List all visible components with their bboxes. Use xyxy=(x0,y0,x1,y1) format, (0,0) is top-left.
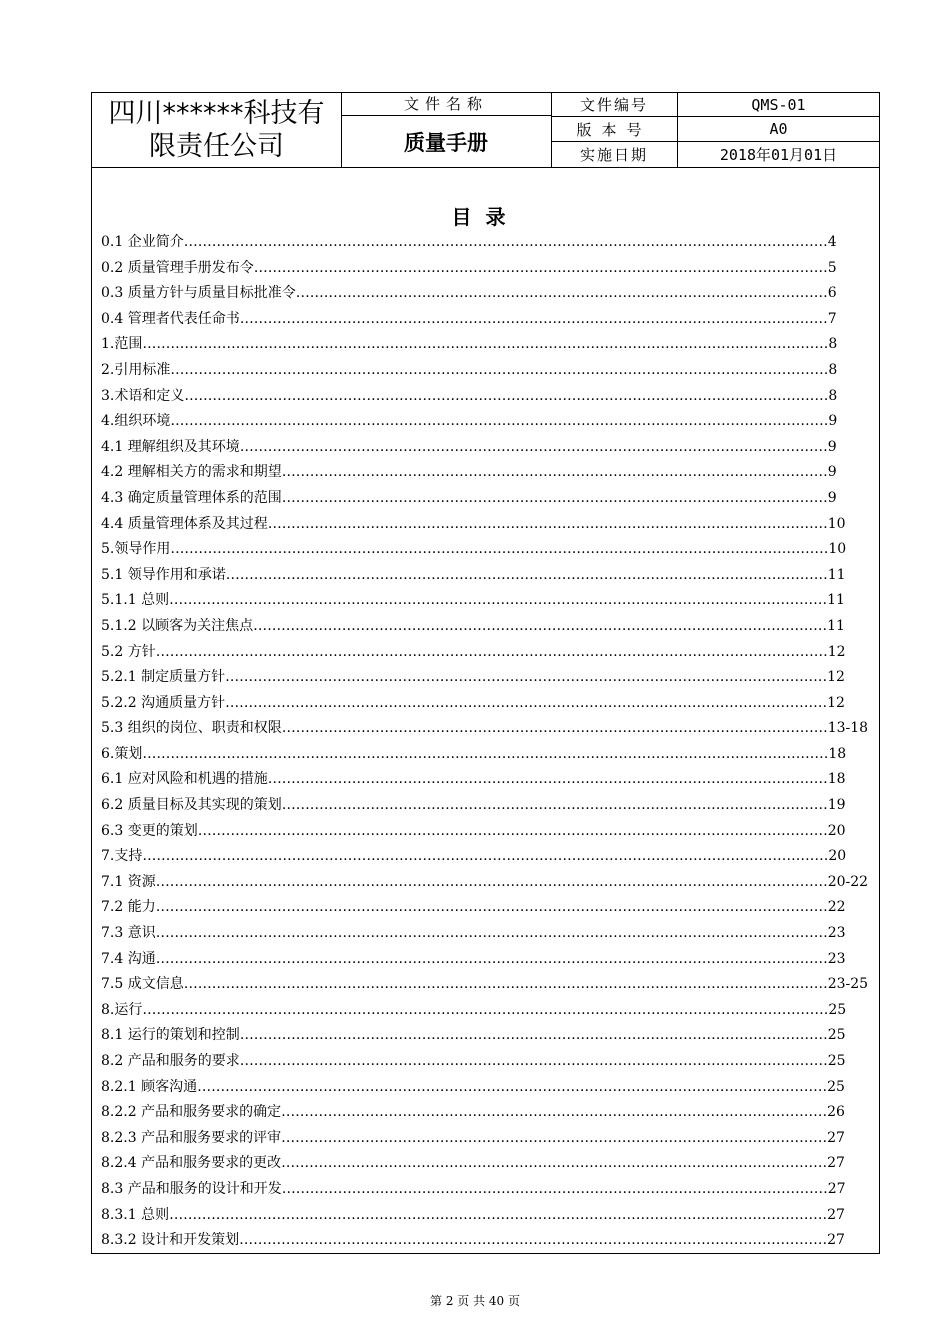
toc-entry[interactable] xyxy=(101,1151,861,1177)
toc-entry-title: 8.2.1 顾客沟通 xyxy=(101,1078,198,1095)
toc-leader-dots: ……………………………………………………………………………………………………… xyxy=(281,489,828,506)
toc-entry[interactable] xyxy=(101,947,861,973)
document-frame xyxy=(91,92,880,1254)
toc-entry[interactable] xyxy=(101,895,861,921)
toc-leader-dots: …………………………………………………………………………………………………………………………… xyxy=(170,413,829,430)
toc-entry-page: 9 xyxy=(827,438,837,455)
toc-entry[interactable] xyxy=(101,1203,861,1229)
toc-entry[interactable] xyxy=(101,1228,861,1254)
toc-entry[interactable] xyxy=(101,1126,861,1152)
toc-entry[interactable] xyxy=(101,742,861,768)
toc-entry-title: 5.1 领导作用和承诺 xyxy=(101,566,226,583)
toc-entry-page: 9 xyxy=(828,413,838,430)
toc-entry-title: 8.3.2 设计和开发策划 xyxy=(101,1232,240,1249)
toc-entry[interactable] xyxy=(101,844,861,870)
toc-leader-dots: …………………………………………………………………………………………………………………………… xyxy=(170,361,829,378)
toc-entry-title: 0.1 企业简介 xyxy=(101,234,184,250)
toc-leader-dots: ……………………………………………………………………………………………………………… xyxy=(239,1027,828,1044)
toc-entry-title: 8.1 运行的策划和控制 xyxy=(101,1027,240,1044)
toc-entry-page: 4 xyxy=(827,234,837,250)
toc-entry-page: 27 xyxy=(827,1129,845,1146)
toc-entry-title: 8.2.2 产品和服务要求的确定 xyxy=(101,1104,282,1121)
toc-leader-dots: ………………………………………………………………………………………………………………………………… xyxy=(142,848,829,865)
toc-entry-page: 26 xyxy=(827,1104,845,1121)
toc-entry-page: 20-22 xyxy=(827,873,869,890)
toc-leader-dots: ………………………………………………………………………………………………………………………… xyxy=(184,387,829,404)
toc-leader-dots: ………………………………………………………………………………………………………… xyxy=(267,515,828,532)
toc-entry-title: 5.2 方针 xyxy=(101,643,156,660)
toc-entry-title: 8.运行 xyxy=(101,1001,143,1018)
toc-entry[interactable] xyxy=(101,332,861,358)
toc-leader-dots: ………………………………………………………………………………………………………………………… xyxy=(183,234,828,250)
toc-leader-dots: ……………………………………………………………………………………………………………………………… xyxy=(155,925,828,942)
toc-entry-title: 6.1 应对风险和机遇的措施 xyxy=(101,771,268,788)
toc-entry[interactable] xyxy=(101,1023,861,1049)
toc-entry-page: 5 xyxy=(827,259,837,276)
toc-leader-dots: ………………………………………………………………………………………………………………………………… xyxy=(142,1001,829,1018)
toc-entry-page: 25 xyxy=(827,1027,846,1044)
toc-entry[interactable] xyxy=(101,870,869,896)
toc-entry-title: 0.3 质量方针与质量目标批准令 xyxy=(101,285,296,302)
toc-entry-title: 1.范围 xyxy=(101,336,143,353)
toc-entry[interactable] xyxy=(101,384,861,410)
toc-entry-title: 5.1.1 总则 xyxy=(101,592,170,609)
toc-entry-page: 27 xyxy=(827,1155,845,1172)
toc-entry[interactable] xyxy=(101,281,861,307)
toc-entry-title: 4.3 确定质量管理体系的范围 xyxy=(101,489,282,506)
toc-entry-page: 19 xyxy=(827,797,846,814)
toc-entry-title: 4.组织环境 xyxy=(101,413,171,430)
toc-entry-title: 2.引用标准 xyxy=(101,361,171,378)
toc-leader-dots: ……………………………………………………………………………………………………… xyxy=(281,797,828,814)
toc-entry[interactable] xyxy=(101,588,861,614)
toc-entry[interactable] xyxy=(101,921,861,947)
toc-leader-dots: ……………………………………………………………………………………………………………………… xyxy=(197,1078,828,1095)
toc-entry[interactable] xyxy=(101,640,861,666)
toc-entry-title: 3.术语和定义 xyxy=(101,387,185,404)
toc-entry-page: 8 xyxy=(828,387,838,404)
toc-leader-dots: ………………………………………………………………………………………………………………………………… xyxy=(142,336,829,353)
toc-entry-page: 20 xyxy=(828,848,847,865)
toc-entry-title: 5.3 组织的岗位、职责和权限 xyxy=(101,720,282,737)
toc-entry-title: 7.3 意识 xyxy=(101,925,156,942)
effective-date-label: 实施日期 xyxy=(551,142,678,167)
toc-entry-title: 8.2.4 产品和服务要求的更改 xyxy=(101,1155,282,1172)
toc-entry-title: 5.2.1 制定质量方针 xyxy=(101,669,226,686)
toc-leader-dots: ……………………………………………………………………………………………………… xyxy=(281,720,828,737)
toc-entry[interactable] xyxy=(101,665,861,691)
toc-entry-page: 27 xyxy=(827,1206,845,1223)
toc-entry-page: 6 xyxy=(827,285,837,302)
toc-entry[interactable] xyxy=(101,307,861,333)
toc-title: 目录 xyxy=(451,205,520,229)
toc-leader-dots: ………………………………………………………………………………………………………………… xyxy=(225,669,828,686)
toc-entry[interactable] xyxy=(101,256,861,282)
toc-entry-page: 8 xyxy=(828,361,838,378)
toc-entry[interactable] xyxy=(101,460,861,486)
toc-entry-page: 20 xyxy=(827,822,846,839)
toc-entry-title: 4.1 理解组织及其环境 xyxy=(101,438,240,455)
toc-leader-dots: ………………………………………………………………………………………………………………………………… xyxy=(142,745,829,762)
toc-leader-dots: …………………………………………………………………………………………………………… xyxy=(253,259,828,276)
version-row xyxy=(551,117,879,142)
toc-entry-title: 6.策划 xyxy=(101,745,143,762)
toc-entry[interactable] xyxy=(101,972,869,998)
toc-leader-dots: …………………………………………………………………………………………………………………………… xyxy=(170,541,829,558)
toc-entry-title: 5.2.2 沟通质量方针 xyxy=(101,694,226,711)
toc-entry[interactable] xyxy=(101,767,861,793)
toc-entry-title: 7.支持 xyxy=(101,848,143,865)
toc-entry-title: 5.领导作用 xyxy=(101,541,171,558)
toc-leader-dots: ……………………………………………………………………………………………………… xyxy=(281,464,828,481)
toc-entry-page: 25 xyxy=(827,1078,845,1095)
toc-entry-title: 7.2 能力 xyxy=(101,899,156,916)
doc-number-row xyxy=(551,93,879,117)
toc-entry-title: 4.2 理解相关方的需求和期望 xyxy=(101,464,282,481)
toc-list xyxy=(101,230,869,1254)
toc-leader-dots: ……………………………………………………………………………………………………………… xyxy=(239,1232,828,1249)
toc-entry[interactable] xyxy=(101,512,861,538)
toc-entry[interactable] xyxy=(101,998,861,1024)
toc-entry-title: 7.4 沟通 xyxy=(101,950,156,967)
toc-entry-page: 12 xyxy=(827,643,846,660)
effective-date: 2018年01月01日 xyxy=(719,146,838,164)
toc-entry[interactable] xyxy=(101,409,861,435)
toc-entry-page: 23 xyxy=(827,925,846,942)
effective-date-row xyxy=(551,142,879,167)
toc-entry-title: 8.2.3 产品和服务要求的评审 xyxy=(101,1129,282,1146)
toc-leader-dots: ……………………………………………………………………………………………………………… xyxy=(239,1053,828,1069)
toc-leader-dots: ……………………………………………………………………………………………………………………………… xyxy=(155,950,828,967)
toc-leader-dots: ………………………………………………………………………………………………………………… xyxy=(225,694,828,711)
toc-entry-page: 27 xyxy=(827,1232,845,1249)
toc-leader-dots: …………………………………………………………………………………………………………… xyxy=(253,617,828,634)
toc-entry-page: 18 xyxy=(828,745,847,762)
toc-entry-title: 7.5 成文信息 xyxy=(101,976,184,993)
toc-leader-dots: …………………………………………………………………………………………………… xyxy=(295,285,828,302)
toc-entry-title: 0.2 质量管理手册发布令 xyxy=(101,259,254,276)
toc-entry-title: 5.1.2 以顾客为关注焦点 xyxy=(101,617,254,634)
toc-leader-dots: …………………………………………………………………………………………………………………………… xyxy=(169,592,828,609)
toc-entry-page: 22 xyxy=(827,899,846,916)
toc-leader-dots: ……………………………………………………………………………………………………………………………… xyxy=(155,643,828,660)
toc-leader-dots: ……………………………………………………………………………………………………………………… xyxy=(197,822,828,839)
toc-entry-page: 12 xyxy=(827,669,845,686)
toc-entry[interactable] xyxy=(101,1075,861,1101)
company-name: 四川******科技有限责任公司 xyxy=(108,98,325,162)
document-name: 质量手册 xyxy=(404,130,488,155)
company-name-cell xyxy=(92,93,342,167)
toc-entry[interactable] xyxy=(101,614,861,640)
toc-entry-page: 11 xyxy=(827,592,845,609)
toc-entry-page: 25 xyxy=(827,1053,846,1069)
toc-entry-page: 10 xyxy=(827,515,846,532)
toc-entry-title: 0.4 管理者代表任命书 xyxy=(101,310,240,327)
toc-entry-page: 11 xyxy=(827,566,846,583)
toc-entry-page: 7 xyxy=(827,310,837,327)
toc-entry[interactable] xyxy=(101,486,861,512)
toc-entry-title: 7.1 资源 xyxy=(101,873,156,890)
version-label: 版本号 xyxy=(551,117,678,141)
toc-entry-page: 13-18 xyxy=(827,720,869,737)
doc-number: QMS-01 xyxy=(751,95,806,114)
toc-entry-page: 18 xyxy=(827,771,846,788)
toc-leader-dots: ………………………………………………………………………………………………………………………… xyxy=(183,976,828,993)
toc-entry[interactable] xyxy=(101,563,861,589)
toc-entry[interactable] xyxy=(101,435,861,461)
toc-leader-dots: ……………………………………………………………………………………………………………………………… xyxy=(155,899,828,916)
toc-entry-title: 8.2 产品和服务的要求 xyxy=(101,1053,240,1069)
toc-leader-dots: …………………………………………………………………………………………………………………………… xyxy=(169,1206,828,1223)
toc-entry-title: 6.3 变更的策划 xyxy=(101,822,198,839)
document-name-column xyxy=(341,93,552,167)
toc-entry[interactable] xyxy=(101,1177,861,1203)
toc-leader-dots: ……………………………………………………………………………………………………………………………… xyxy=(155,873,828,890)
toc-entry-page: 25 xyxy=(828,1001,847,1018)
toc-entry-page: 9 xyxy=(827,464,837,481)
toc-entry[interactable] xyxy=(101,691,861,717)
toc-entry[interactable] xyxy=(101,1100,861,1126)
toc-entry-title: 6.2 质量目标及其实现的策划 xyxy=(101,797,282,814)
toc-entry-page: 23 xyxy=(827,950,846,967)
toc-leader-dots: ……………………………………………………………………………………………………… xyxy=(281,1180,828,1197)
toc-entry-page: 8 xyxy=(828,336,838,353)
toc-entry[interactable] xyxy=(101,230,861,256)
document-name-label: 文件名称 xyxy=(341,93,551,116)
toc-entry-page: 9 xyxy=(827,489,837,506)
toc-leader-dots: ……………………………………………………………………………………………………… xyxy=(281,1104,828,1121)
toc-leader-dots: ………………………………………………………………………………………………………… xyxy=(267,771,828,788)
toc-leader-dots: ……………………………………………………………………………………………………………… xyxy=(239,310,828,327)
toc-entry[interactable] xyxy=(101,793,861,819)
page-footer: 第 2 页 共 40 页 xyxy=(430,1294,520,1308)
toc-entry-page: 12 xyxy=(827,694,845,711)
toc-entry[interactable] xyxy=(101,537,861,563)
toc-entry-title: 8.3.1 总则 xyxy=(101,1206,170,1223)
toc-entry[interactable] xyxy=(101,819,861,845)
toc-entry-page: 10 xyxy=(828,541,847,558)
toc-entry[interactable] xyxy=(101,1049,861,1075)
doc-number-label: 文件编号 xyxy=(551,93,678,116)
toc-leader-dots: ……………………………………………………………………………………………………………… xyxy=(239,438,828,455)
toc-entry[interactable] xyxy=(101,716,869,742)
toc-entry-page: 27 xyxy=(827,1180,846,1197)
toc-entry-page: 11 xyxy=(827,617,845,634)
toc-entry-page: 23-25 xyxy=(827,976,869,993)
toc-entry[interactable] xyxy=(101,358,861,384)
document-header-table xyxy=(92,93,879,168)
toc-leader-dots: ……………………………………………………………………………………………………… xyxy=(281,1129,828,1146)
toc-entry-title: 8.3 产品和服务的设计和开发 xyxy=(101,1180,282,1197)
toc-entry-title: 4.4 质量管理体系及其过程 xyxy=(101,515,268,532)
toc-leader-dots: ………………………………………………………………………………………………………………… xyxy=(225,566,828,583)
version: A0 xyxy=(769,120,788,138)
toc-leader-dots: ……………………………………………………………………………………………………… xyxy=(281,1155,828,1172)
